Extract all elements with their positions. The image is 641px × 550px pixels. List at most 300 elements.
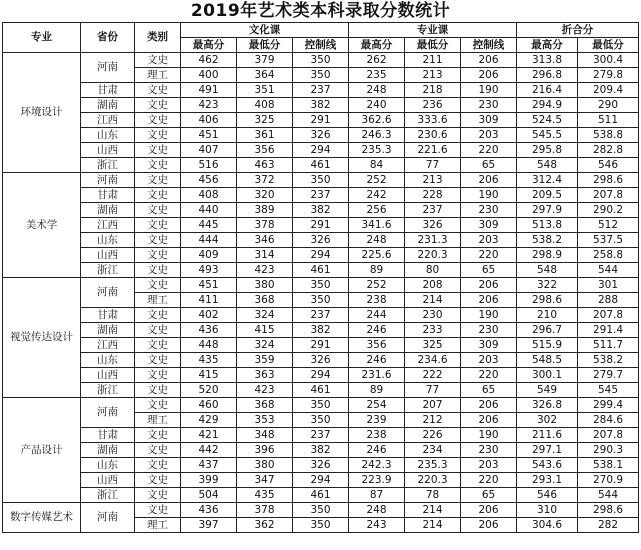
province-cell: 山东 [81, 233, 135, 248]
score-cell: 242 [349, 188, 405, 203]
score-cell: 209.4 [578, 83, 639, 98]
score-cell: 359 [237, 353, 293, 368]
score-cell: 291.4 [578, 323, 639, 338]
province-cell: 湖南 [81, 323, 135, 338]
score-cell: 77 [405, 158, 461, 173]
province-cell: 河南 [81, 503, 135, 533]
score-cell: 415 [237, 323, 293, 338]
score-cell: 513.8 [517, 218, 578, 233]
score-cell: 237 [405, 203, 461, 218]
score-cell: 220.3 [405, 473, 461, 488]
score-cell: 322 [517, 278, 578, 293]
score-cell: 206 [461, 53, 517, 68]
score-cell: 220 [461, 368, 517, 383]
table-row [3, 173, 639, 188]
score-cell: 248 [349, 83, 405, 98]
category-cell: 文史 [135, 233, 181, 248]
header-category: 类别 [135, 23, 181, 53]
score-cell: 294 [293, 473, 349, 488]
score-cell: 208 [405, 278, 461, 293]
score-cell: 300.1 [517, 368, 578, 383]
score-cell: 362 [237, 518, 293, 533]
province-cell: 河南 [81, 398, 135, 428]
score-cell: 346 [237, 233, 293, 248]
score-cell: 226 [405, 428, 461, 443]
province-cell: 山西 [81, 248, 135, 263]
category-cell: 文史 [135, 203, 181, 218]
score-cell: 270.9 [578, 473, 639, 488]
table-row [3, 353, 639, 368]
score-cell: 298.6 [517, 293, 578, 308]
score-cell: 520 [181, 383, 237, 398]
table-row [3, 98, 639, 113]
header-province: 省份 [81, 23, 135, 53]
province-cell: 甘肃 [81, 428, 135, 443]
score-cell: 206 [461, 518, 517, 533]
score-cell: 350 [293, 503, 349, 518]
province-cell: 湖南 [81, 443, 135, 458]
score-cell: 320 [237, 188, 293, 203]
category-cell: 文史 [135, 338, 181, 353]
score-cell: 350 [293, 518, 349, 533]
score-cell: 291 [293, 338, 349, 353]
table-row [3, 233, 639, 248]
table-row [3, 443, 639, 458]
score-cell: 462 [181, 53, 237, 68]
score-cell: 206 [461, 173, 517, 188]
score-cell: 461 [293, 488, 349, 503]
score-cell: 294 [293, 143, 349, 158]
score-cell: 368 [237, 293, 293, 308]
header-professional-max: 最高分 [349, 38, 405, 53]
score-cell: 407 [181, 143, 237, 158]
score-cell: 214 [405, 293, 461, 308]
score-cell: 437 [181, 458, 237, 473]
score-cell: 456 [181, 173, 237, 188]
table-row [3, 53, 639, 68]
score-cell: 248 [349, 503, 405, 518]
score-cell: 538.1 [578, 458, 639, 473]
score-cell: 203 [461, 458, 517, 473]
score-cell: 309 [461, 113, 517, 128]
score-cell: 302 [517, 413, 578, 428]
category-cell: 文史 [135, 383, 181, 398]
score-cell: 350 [293, 413, 349, 428]
score-cell: 364 [237, 68, 293, 83]
score-cell: 356 [237, 143, 293, 158]
score-cell: 415 [181, 368, 237, 383]
score-cell: 350 [293, 278, 349, 293]
score-cell: 504 [181, 488, 237, 503]
score-cell: 429 [181, 413, 237, 428]
score-table [2, 22, 639, 533]
score-cell: 279.8 [578, 68, 639, 83]
score-cell: 347 [237, 473, 293, 488]
score-cell: 382 [293, 443, 349, 458]
score-cell: 89 [349, 383, 405, 398]
category-cell: 文史 [135, 113, 181, 128]
score-cell: 222 [405, 368, 461, 383]
score-cell: 235.3 [405, 458, 461, 473]
score-cell: 348 [237, 428, 293, 443]
category-cell: 文史 [135, 248, 181, 263]
score-cell: 350 [293, 173, 349, 188]
category-cell: 文史 [135, 143, 181, 158]
score-cell: 65 [461, 158, 517, 173]
score-cell: 326 [405, 218, 461, 233]
category-cell: 理工 [135, 413, 181, 428]
category-cell: 文史 [135, 83, 181, 98]
category-cell: 文史 [135, 308, 181, 323]
score-cell: 300.4 [578, 53, 639, 68]
category-cell: 理工 [135, 293, 181, 308]
score-cell: 423 [237, 383, 293, 398]
province-cell: 山西 [81, 368, 135, 383]
score-cell: 206 [461, 293, 517, 308]
province-cell: 山东 [81, 128, 135, 143]
score-cell: 296.8 [517, 68, 578, 83]
score-cell: 333.6 [405, 113, 461, 128]
header-major: 专业 [3, 23, 81, 53]
score-cell: 436 [181, 503, 237, 518]
score-cell: 382 [293, 323, 349, 338]
table-row [3, 428, 639, 443]
score-cell: 190 [461, 83, 517, 98]
score-cell: 231.3 [405, 233, 461, 248]
table-row [3, 458, 639, 473]
score-cell: 297.9 [517, 203, 578, 218]
category-cell: 文史 [135, 98, 181, 113]
score-cell: 442 [181, 443, 237, 458]
score-cell: 350 [293, 293, 349, 308]
table-row [3, 143, 639, 158]
score-cell: 440 [181, 203, 237, 218]
score-cell: 511 [578, 113, 639, 128]
score-cell: 234.6 [405, 353, 461, 368]
score-cell: 207.8 [578, 308, 639, 323]
score-cell: 212 [405, 413, 461, 428]
score-cell: 291 [293, 113, 349, 128]
score-cell: 546 [578, 158, 639, 173]
score-cell: 537.5 [578, 233, 639, 248]
score-cell: 294 [293, 248, 349, 263]
header-converted-min: 最低分 [578, 38, 639, 53]
score-cell: 372 [237, 173, 293, 188]
score-cell: 312.4 [517, 173, 578, 188]
score-cell: 538.2 [517, 233, 578, 248]
score-cell: 389 [237, 203, 293, 218]
province-cell: 甘肃 [81, 308, 135, 323]
score-cell: 313.8 [517, 53, 578, 68]
score-cell: 210 [517, 308, 578, 323]
score-cell: 460 [181, 398, 237, 413]
score-cell: 234 [405, 443, 461, 458]
score-cell: 223.9 [349, 473, 405, 488]
score-cell: 544 [578, 488, 639, 503]
score-cell: 246 [349, 443, 405, 458]
score-cell: 361 [237, 128, 293, 143]
table-row [3, 323, 639, 338]
score-cell: 421 [181, 428, 237, 443]
score-cell: 299.4 [578, 398, 639, 413]
table-row [3, 113, 639, 128]
score-cell: 206 [461, 413, 517, 428]
major-cell: 视觉传达设计 [3, 278, 81, 398]
score-cell: 309 [461, 218, 517, 233]
score-cell: 84 [349, 158, 405, 173]
province-cell: 浙江 [81, 158, 135, 173]
table-row [3, 368, 639, 383]
score-cell: 282.8 [578, 143, 639, 158]
score-cell: 230 [461, 98, 517, 113]
category-cell: 文史 [135, 188, 181, 203]
score-cell: 408 [237, 98, 293, 113]
score-cell: 220 [461, 248, 517, 263]
score-cell: 516 [181, 158, 237, 173]
major-cell: 数字传媒艺术 [3, 503, 81, 533]
score-cell: 252 [349, 278, 405, 293]
score-cell: 515.9 [517, 338, 578, 353]
province-cell: 河南 [81, 53, 135, 83]
score-cell: 402 [181, 308, 237, 323]
score-cell: 207.8 [578, 188, 639, 203]
score-cell: 409 [181, 248, 237, 263]
score-cell: 350 [293, 68, 349, 83]
score-cell: 297.1 [517, 443, 578, 458]
score-cell: 235.3 [349, 143, 405, 158]
category-cell: 理工 [135, 68, 181, 83]
score-cell: 246.3 [349, 128, 405, 143]
score-cell: 254 [349, 398, 405, 413]
score-cell: 379 [237, 53, 293, 68]
score-cell: 236 [405, 98, 461, 113]
score-cell: 230.6 [405, 128, 461, 143]
score-cell: 238 [349, 428, 405, 443]
score-cell: 326 [293, 458, 349, 473]
score-cell: 244 [349, 308, 405, 323]
province-cell: 浙江 [81, 263, 135, 278]
score-cell: 290 [578, 98, 639, 113]
score-cell: 382 [293, 203, 349, 218]
major-cell: 环境设计 [3, 53, 81, 173]
category-cell: 文史 [135, 398, 181, 413]
score-cell: 237 [293, 83, 349, 98]
score-cell: 326 [293, 353, 349, 368]
score-cell: 295.8 [517, 143, 578, 158]
score-cell: 298.6 [578, 173, 639, 188]
province-cell: 湖南 [81, 203, 135, 218]
category-cell: 文史 [135, 368, 181, 383]
score-cell: 288 [578, 293, 639, 308]
score-cell: 548 [517, 158, 578, 173]
score-cell: 325 [237, 113, 293, 128]
table-row [3, 398, 639, 413]
score-cell: 538.2 [578, 353, 639, 368]
score-cell: 309 [461, 338, 517, 353]
table-row [3, 218, 639, 233]
score-cell: 65 [461, 488, 517, 503]
score-cell: 203 [461, 128, 517, 143]
header-professional: 专业课 [349, 23, 517, 38]
score-cell: 230 [461, 443, 517, 458]
province-cell: 山东 [81, 353, 135, 368]
score-cell: 291 [293, 218, 349, 233]
table-row [3, 83, 639, 98]
score-cell: 511.7 [578, 338, 639, 353]
score-cell: 406 [181, 113, 237, 128]
province-cell: 山东 [81, 458, 135, 473]
score-cell: 235 [349, 68, 405, 83]
province-cell: 江西 [81, 113, 135, 128]
score-cell: 211 [405, 53, 461, 68]
province-cell: 江西 [81, 338, 135, 353]
score-cell: 463 [237, 158, 293, 173]
table-row [3, 188, 639, 203]
score-cell: 80 [405, 263, 461, 278]
header-culture-max: 最高分 [181, 38, 237, 53]
score-cell: 296.7 [517, 323, 578, 338]
table-row [3, 263, 639, 278]
score-cell: 368 [237, 398, 293, 413]
score-cell: 218 [405, 83, 461, 98]
score-cell: 230 [461, 323, 517, 338]
score-cell: 237 [293, 188, 349, 203]
score-cell: 228 [405, 188, 461, 203]
score-cell: 294 [293, 368, 349, 383]
score-cell: 546 [517, 488, 578, 503]
score-cell: 310 [517, 503, 578, 518]
score-cell: 461 [293, 383, 349, 398]
score-cell: 87 [349, 488, 405, 503]
score-cell: 243 [349, 518, 405, 533]
score-cell: 190 [461, 188, 517, 203]
score-cell: 461 [293, 263, 349, 278]
category-cell: 文史 [135, 488, 181, 503]
score-cell: 246 [349, 353, 405, 368]
score-cell: 411 [181, 293, 237, 308]
score-cell: 524.5 [517, 113, 578, 128]
score-cell: 230 [461, 203, 517, 218]
category-cell: 文史 [135, 158, 181, 173]
table-row [3, 503, 639, 518]
category-cell: 文史 [135, 278, 181, 293]
score-cell: 207.8 [578, 428, 639, 443]
score-cell: 451 [181, 128, 237, 143]
score-cell: 65 [461, 263, 517, 278]
score-cell: 435 [181, 353, 237, 368]
score-cell: 435 [237, 488, 293, 503]
score-cell: 89 [349, 263, 405, 278]
score-cell: 206 [461, 503, 517, 518]
score-cell: 203 [461, 233, 517, 248]
score-cell: 216.4 [517, 83, 578, 98]
score-cell: 436 [181, 323, 237, 338]
score-cell: 258.8 [578, 248, 639, 263]
score-cell: 491 [181, 83, 237, 98]
score-cell: 221.6 [405, 143, 461, 158]
province-cell: 江西 [81, 218, 135, 233]
category-cell: 文史 [135, 218, 181, 233]
category-cell: 文史 [135, 263, 181, 278]
score-cell: 341.6 [349, 218, 405, 233]
score-cell: 351 [237, 83, 293, 98]
score-cell: 239 [349, 413, 405, 428]
score-cell: 448 [181, 338, 237, 353]
table-row [3, 278, 639, 293]
category-cell: 文史 [135, 173, 181, 188]
score-cell: 233 [405, 323, 461, 338]
score-cell: 220 [461, 143, 517, 158]
score-cell: 294.9 [517, 98, 578, 113]
score-table-body [3, 53, 639, 533]
score-cell: 190 [461, 308, 517, 323]
province-cell: 山西 [81, 143, 135, 158]
score-cell: 445 [181, 218, 237, 233]
score-cell: 326.8 [517, 398, 578, 413]
score-cell: 356 [349, 338, 405, 353]
province-cell: 甘肃 [81, 83, 135, 98]
score-cell: 213 [405, 173, 461, 188]
major-cell: 产品设计 [3, 398, 81, 503]
score-cell: 279.7 [578, 368, 639, 383]
score-cell: 314 [237, 248, 293, 263]
category-cell: 理工 [135, 518, 181, 533]
score-cell: 282 [578, 518, 639, 533]
score-cell: 203 [461, 353, 517, 368]
score-cell: 408 [181, 188, 237, 203]
score-cell: 220 [461, 473, 517, 488]
score-cell: 326 [293, 128, 349, 143]
score-cell: 220.3 [405, 248, 461, 263]
table-row [3, 488, 639, 503]
category-cell: 文史 [135, 503, 181, 518]
score-cell: 512 [578, 218, 639, 233]
score-cell: 213 [405, 68, 461, 83]
score-cell: 400 [181, 68, 237, 83]
score-cell: 548 [517, 263, 578, 278]
score-cell: 290.3 [578, 443, 639, 458]
table-row [3, 128, 639, 143]
score-cell: 363 [237, 368, 293, 383]
score-cell: 382 [293, 98, 349, 113]
province-cell: 浙江 [81, 488, 135, 503]
score-cell: 214 [405, 503, 461, 518]
score-cell: 350 [293, 53, 349, 68]
score-cell: 397 [181, 518, 237, 533]
score-cell: 362.6 [349, 113, 405, 128]
table-row [3, 248, 639, 263]
score-cell: 326 [293, 233, 349, 248]
table-row [3, 308, 639, 323]
table-row [3, 203, 639, 218]
score-cell: 293.1 [517, 473, 578, 488]
score-cell: 238 [349, 293, 405, 308]
score-cell: 262 [349, 53, 405, 68]
score-cell: 207 [405, 398, 461, 413]
category-cell: 文史 [135, 443, 181, 458]
score-cell: 350 [293, 398, 349, 413]
score-cell: 324 [237, 308, 293, 323]
header-converted: 折合分 [517, 23, 639, 38]
score-cell: 209.5 [517, 188, 578, 203]
score-cell: 378 [237, 218, 293, 233]
province-cell: 山西 [81, 473, 135, 488]
score-cell: 423 [181, 98, 237, 113]
score-cell: 248 [349, 233, 405, 248]
score-cell: 444 [181, 233, 237, 248]
header-culture-min: 最低分 [237, 38, 293, 53]
score-cell: 380 [237, 458, 293, 473]
